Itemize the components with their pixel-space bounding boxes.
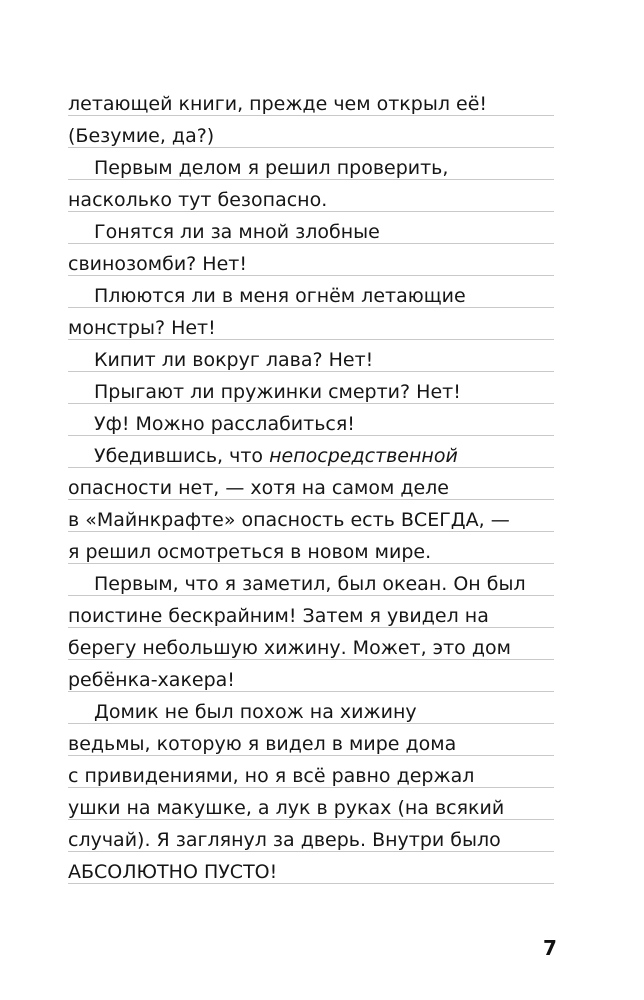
text-line-content: Прыгают ли пружинки смерти? Нет! bbox=[94, 381, 461, 403]
text-line bbox=[68, 440, 554, 472]
text-line-content: Домик не был похож на хижину bbox=[94, 701, 417, 723]
text-line-content: Убедившись, что bbox=[94, 445, 270, 467]
text-line-content: случай). Я заглянул за дверь. Внутри было bbox=[68, 829, 501, 851]
text-line-content: Кипит ли вокруг лава? Нет! bbox=[94, 349, 374, 371]
text-line bbox=[68, 120, 554, 152]
text-line bbox=[68, 632, 554, 664]
text-line bbox=[68, 312, 554, 344]
text-line bbox=[68, 408, 554, 440]
text-line-content: монстры? Нет! bbox=[68, 317, 216, 339]
text-line bbox=[68, 824, 554, 856]
text-line-content: ушки на макушке, а лук в руках (на всякий bbox=[68, 797, 505, 819]
text-line-content: насколько тут безопасно. bbox=[68, 189, 328, 211]
italic-text: непосредственной bbox=[269, 445, 458, 467]
text-line-content: (Безумие, да?) bbox=[68, 125, 215, 147]
text-line-content: с привидениями, но я всё равно держал bbox=[68, 765, 475, 787]
text-line-content: опасности нет, — хотя на самом деле bbox=[68, 477, 449, 499]
text-line bbox=[68, 472, 554, 504]
text-line bbox=[68, 568, 554, 600]
text-line bbox=[68, 696, 554, 728]
text-line-content: Уф! Можно расслабиться! bbox=[94, 413, 355, 435]
text-line-content: Первым, что я заметил, был океан. Он был bbox=[94, 573, 526, 595]
text-line-content: Первым делом я решил проверить, bbox=[94, 157, 449, 179]
text-line-content: ребёнка-хакера! bbox=[68, 669, 235, 691]
text-line bbox=[68, 184, 554, 216]
text-line bbox=[68, 376, 554, 408]
text-line-content: АБСОЛЮТНО ПУСТО! bbox=[68, 861, 278, 883]
text-line-content: поистине бескрайним! Затем я увидел на bbox=[68, 605, 489, 627]
text-line-content: летающей книги, прежде чем открыл её! bbox=[68, 93, 488, 115]
text-line bbox=[68, 248, 554, 280]
text-line bbox=[68, 792, 554, 824]
text-line bbox=[68, 856, 554, 888]
text-line-content: Плюются ли в меня огнём летающие bbox=[94, 285, 466, 307]
text-line bbox=[68, 536, 554, 568]
text-line bbox=[68, 216, 554, 248]
text-line-content: ведьмы, которую я видел в мире дома bbox=[68, 733, 457, 755]
text-line-content: свинозомби? Нет! bbox=[68, 253, 247, 275]
text-line bbox=[68, 88, 554, 120]
text-line bbox=[68, 280, 554, 312]
text-line bbox=[68, 664, 554, 696]
page-number: 7 bbox=[543, 936, 557, 960]
text-line-content: я решил осмотреться в новом мире. bbox=[68, 541, 432, 563]
text-line bbox=[68, 344, 554, 376]
text-line bbox=[68, 760, 554, 792]
text-line bbox=[68, 152, 554, 184]
text-line-content: в «Майнкрафте» опасность есть ВСЕГДА, — bbox=[68, 509, 510, 531]
text-line-content: Гонятся ли за мной злобные bbox=[94, 221, 380, 243]
page-text bbox=[68, 88, 554, 888]
text-line bbox=[68, 600, 554, 632]
text-line bbox=[68, 728, 554, 760]
text-line-content: берегу небольшую хижину. Может, это дом bbox=[68, 637, 511, 659]
text-line bbox=[68, 504, 554, 536]
